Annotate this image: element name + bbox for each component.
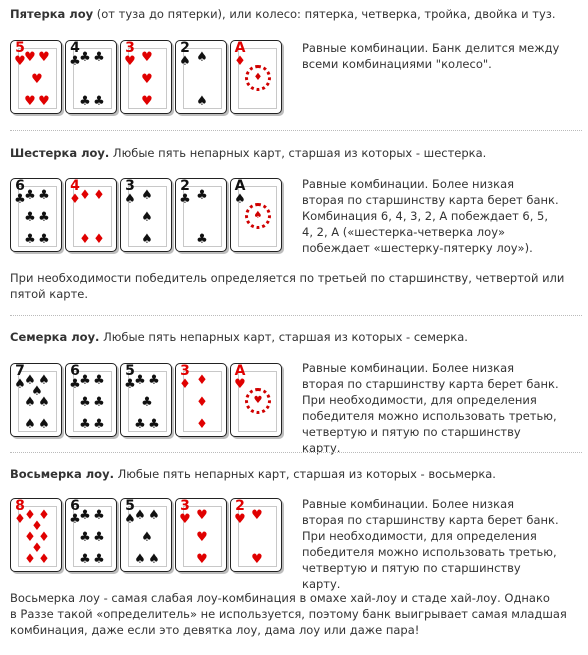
card-suit-icon: ♥ bbox=[234, 377, 246, 392]
playing-card bbox=[120, 363, 172, 437]
description-line: Комбинация 6, 4, 3, 2, А побеждает 6, 5, bbox=[302, 209, 549, 223]
card-pip-icon: ♥ bbox=[251, 551, 263, 567]
section-divider bbox=[10, 130, 582, 131]
card-pip-icon: ♥ bbox=[141, 93, 153, 109]
note-line: комбинация, даже если это девятка лоу, дама лоу или даже пара! bbox=[10, 623, 420, 637]
playing-card bbox=[10, 40, 62, 114]
card-pip-icon: ♣ bbox=[196, 231, 208, 247]
playing-card bbox=[120, 40, 172, 114]
playing-card bbox=[175, 178, 227, 252]
card-rank: 8 bbox=[15, 498, 25, 514]
card-pip-icon: ♣ bbox=[93, 551, 105, 567]
card-suit-icon: ♠ bbox=[14, 377, 26, 392]
card-rank: A bbox=[234, 178, 246, 194]
card-pip-icon: ♣ bbox=[93, 50, 105, 66]
card-pip-icon: ♦ bbox=[31, 540, 43, 556]
card-pip-icon: ♣ bbox=[93, 416, 105, 432]
card-pip-icon: ♥ bbox=[141, 50, 153, 66]
ace-suit-icon: ♦ bbox=[253, 72, 263, 83]
card-suit-icon: ♦ bbox=[234, 54, 246, 69]
card-rank: 2 bbox=[180, 40, 190, 56]
card-pip-icon: ♥ bbox=[24, 50, 36, 66]
card-suit-icon: ♣ bbox=[179, 192, 191, 207]
card-pip-icon: ♣ bbox=[93, 93, 105, 109]
card-pip-icon: ♦ bbox=[24, 530, 36, 545]
section-subtitle: (от туза до пятерки), или колесо: пятерка, четверка, тройка, двойка и туз. bbox=[93, 7, 556, 21]
section-divider bbox=[10, 452, 582, 453]
card-rank: 6 bbox=[70, 363, 80, 379]
card-suit-icon: ♠ bbox=[124, 512, 136, 527]
card-pip-icon: ♣ bbox=[79, 50, 91, 66]
card-suit-icon: ♣ bbox=[14, 192, 26, 207]
card-pip-icon: ♣ bbox=[148, 416, 160, 432]
section-header bbox=[10, 145, 486, 161]
playing-card bbox=[10, 498, 62, 572]
card-rank: 5 bbox=[125, 363, 135, 379]
card-pip-icon: ♣ bbox=[79, 93, 91, 109]
playing-card bbox=[10, 178, 62, 252]
playing-card bbox=[65, 363, 117, 437]
description-line: Равные комбинации. Более низкая bbox=[302, 177, 515, 191]
playing-card bbox=[65, 498, 117, 572]
card-pip-icon: ♣ bbox=[38, 188, 50, 204]
card-pip-icon: ♦ bbox=[93, 231, 105, 247]
card-rank: 3 bbox=[180, 498, 190, 514]
playing-card bbox=[230, 178, 282, 252]
card-rank: 3 bbox=[180, 363, 190, 379]
card-pip-icon: ♦ bbox=[24, 551, 36, 567]
card-rank: 5 bbox=[125, 498, 135, 514]
card-pip-icon: ♥ bbox=[24, 93, 36, 109]
card-pip-icon: ♣ bbox=[93, 373, 105, 389]
note-line: в Раззе такой «определитель» не используется, поэтому банк выигрывает самая младшая bbox=[10, 607, 567, 621]
card-corner bbox=[179, 365, 191, 391]
playing-card bbox=[175, 498, 227, 572]
card-pip-icon: ♥ bbox=[196, 508, 208, 524]
card-rank: 7 bbox=[15, 363, 25, 379]
card-pip-icon: ♣ bbox=[93, 508, 105, 524]
section-description bbox=[302, 40, 562, 72]
card-pip-icon: ♣ bbox=[79, 416, 91, 432]
card-pip-icon: ♣ bbox=[24, 231, 36, 247]
card-pip-icon: ♦ bbox=[196, 416, 208, 432]
description-line: всеми комбинациями "колесо". bbox=[302, 57, 492, 71]
card-rank: 3 bbox=[125, 178, 135, 194]
section-note bbox=[10, 270, 570, 302]
card-pip-icon: ♠ bbox=[134, 551, 146, 567]
playing-card bbox=[120, 178, 172, 252]
card-pip-icon: ♣ bbox=[24, 188, 36, 204]
card-rank: A bbox=[234, 40, 246, 56]
card-pip-icon: ♣ bbox=[79, 551, 91, 567]
card-corner bbox=[179, 180, 191, 206]
card-suit-icon: ♦ bbox=[179, 377, 191, 392]
ace-emblem-icon bbox=[245, 388, 271, 414]
card-pip-icon: ♣ bbox=[24, 210, 36, 225]
card-rank: 2 bbox=[235, 498, 245, 514]
section-description bbox=[302, 176, 562, 256]
card-corner bbox=[179, 500, 191, 526]
card-pip-icon: ♦ bbox=[79, 231, 91, 247]
playing-card bbox=[175, 40, 227, 114]
card-pip-icon: ♠ bbox=[38, 373, 50, 389]
card-pip-icon: ♠ bbox=[38, 395, 50, 410]
card-pip-icon: ♠ bbox=[148, 551, 160, 567]
description-line: вторая по старшинству карта берет банк. bbox=[302, 513, 559, 527]
card-pip-icon: ♥ bbox=[38, 93, 50, 109]
card-suit-icon: ♣ bbox=[69, 377, 81, 392]
card-suit-icon: ♥ bbox=[234, 512, 246, 527]
section-divider bbox=[10, 315, 582, 316]
card-suit-icon: ♠ bbox=[179, 54, 191, 69]
ace-emblem-icon bbox=[245, 203, 271, 229]
playing-card bbox=[230, 498, 282, 572]
ace-suit-icon: ♠ bbox=[253, 210, 263, 221]
card-corner bbox=[179, 42, 191, 68]
playing-card bbox=[230, 363, 282, 437]
card-pip-icon: ♠ bbox=[141, 188, 153, 204]
description-line: Равные комбинации. Более низкая bbox=[302, 497, 515, 511]
card-suit-icon: ♠ bbox=[234, 192, 246, 207]
card-pip-icon: ♦ bbox=[24, 508, 36, 524]
card-pip-icon: ♦ bbox=[38, 530, 50, 545]
card-pip-icon: ♣ bbox=[79, 508, 91, 524]
card-corner bbox=[124, 180, 136, 206]
card-pip-icon: ♣ bbox=[196, 188, 208, 204]
card-pip-icon: ♦ bbox=[93, 188, 105, 204]
playing-card bbox=[175, 363, 227, 437]
card-pip-icon: ♠ bbox=[24, 373, 36, 389]
note-line: При необходимости победитель определяется по третьей по старшинству, четвертой или bbox=[10, 271, 565, 285]
playing-card bbox=[10, 363, 62, 437]
card-pip-icon: ♠ bbox=[24, 395, 36, 410]
playing-card bbox=[65, 40, 117, 114]
description-line: четвертую и пятую по старшинству карту. bbox=[302, 425, 521, 455]
card-suit-icon: ♥ bbox=[124, 54, 136, 69]
ace-suit-icon: ♥ bbox=[253, 395, 263, 406]
playing-card bbox=[230, 40, 282, 114]
card-pip-icon: ♠ bbox=[141, 530, 153, 545]
description-line: четвертую и пятую по старшинству карту. bbox=[302, 561, 521, 591]
card-pip-icon: ♠ bbox=[196, 93, 208, 109]
card-pip-icon: ♦ bbox=[79, 188, 91, 204]
section-subtitle: Любые пять непарных карт, старшая из которых - восьмерка. bbox=[113, 467, 496, 481]
card-pip-icon: ♠ bbox=[141, 231, 153, 247]
card-pip-icon: ♦ bbox=[38, 508, 50, 524]
card-pip-icon: ♣ bbox=[79, 373, 91, 389]
card-pip-icon: ♠ bbox=[24, 416, 36, 432]
card-pip-icon: ♣ bbox=[38, 231, 50, 247]
card-pip-icon: ♣ bbox=[38, 210, 50, 225]
section-title: Шестерка лоу. bbox=[10, 146, 110, 160]
section-title: Семерка лоу. bbox=[10, 330, 100, 344]
description-line: победителя можно использовать третью, bbox=[302, 545, 557, 559]
card-pip-icon: ♦ bbox=[196, 395, 208, 410]
section-header bbox=[10, 329, 468, 345]
card-corner bbox=[234, 500, 246, 526]
card-suit-icon: ♥ bbox=[179, 512, 191, 527]
card-pip-icon: ♣ bbox=[134, 416, 146, 432]
card-rank: 5 bbox=[15, 40, 25, 56]
card-pip-icon: ♣ bbox=[148, 373, 160, 389]
section-title: Пятерка лоу bbox=[10, 7, 94, 21]
description-line: Равные комбинации. Банк делится между bbox=[302, 41, 560, 55]
card-pip-icon: ♥ bbox=[196, 530, 208, 545]
section-title: Восьмерка лоу. bbox=[10, 467, 114, 481]
card-pip-icon: ♣ bbox=[79, 530, 91, 545]
card-suit-icon: ♣ bbox=[69, 512, 81, 527]
card-rank: 3 bbox=[125, 40, 135, 56]
section-note bbox=[10, 590, 570, 638]
card-pip-icon: ♦ bbox=[38, 551, 50, 567]
card-pip-icon: ♣ bbox=[134, 373, 146, 389]
card-corner bbox=[234, 365, 246, 391]
note-line: Восьмерка лоу - самая слабая лоу-комбинация в омахе хай-лоу и стаде хай-лоу. Однако bbox=[10, 591, 550, 605]
card-rank: 4 bbox=[70, 40, 80, 56]
playing-card bbox=[120, 498, 172, 572]
playing-card bbox=[65, 178, 117, 252]
card-suit-icon: ♠ bbox=[124, 192, 136, 207]
card-pip-icon: ♥ bbox=[38, 50, 50, 66]
card-corner bbox=[124, 42, 136, 68]
description-line: Равные комбинации. Более низкая bbox=[302, 361, 515, 375]
section-subtitle: Любые пять непарных карт, старшая из которых - шестерка. bbox=[109, 146, 487, 160]
card-pip-icon: ♣ bbox=[141, 395, 153, 410]
card-pip-icon: ♣ bbox=[93, 395, 105, 410]
card-corner bbox=[234, 42, 246, 68]
description-line: вторая по старшинству карта берет банк. bbox=[302, 193, 559, 207]
card-suit-icon: ♦ bbox=[69, 192, 81, 207]
card-suit-icon: ♦ bbox=[14, 512, 26, 527]
card-pip-icon: ♠ bbox=[38, 416, 50, 432]
card-rank: 6 bbox=[15, 178, 25, 194]
card-pip-icon: ♥ bbox=[141, 72, 153, 87]
card-pip-icon: ♣ bbox=[79, 395, 91, 410]
card-pip-icon: ♥ bbox=[196, 551, 208, 567]
description-line: победителя можно использовать третью, bbox=[302, 409, 557, 423]
description-line: побеждает «шестерку-пятерку лоу»). bbox=[302, 241, 533, 255]
note-line: пятой карте. bbox=[10, 287, 89, 301]
card-pip-icon: ♣ bbox=[93, 530, 105, 545]
description-line: вторая по старшинству карта берет банк. bbox=[302, 377, 559, 391]
card-pip-icon: ♠ bbox=[148, 508, 160, 524]
card-pip-icon: ♦ bbox=[196, 373, 208, 389]
card-rank: 4 bbox=[70, 178, 80, 194]
ace-emblem-icon bbox=[245, 65, 271, 91]
card-pip-icon: ♥ bbox=[251, 508, 263, 524]
card-suit-icon: ♣ bbox=[124, 377, 136, 392]
card-pip-icon: ♠ bbox=[196, 50, 208, 66]
description-line: При необходимости, для определения bbox=[302, 393, 537, 407]
card-suit-icon: ♥ bbox=[14, 54, 26, 69]
card-pip-icon: ♠ bbox=[134, 508, 146, 524]
section-description bbox=[302, 496, 562, 592]
description-line: 4, 2, А («шестерка-четверка лоу» bbox=[302, 225, 506, 239]
card-pip-icon: ♦ bbox=[31, 519, 43, 535]
description-line: При необходимости, для определения bbox=[302, 529, 537, 543]
section-header bbox=[10, 6, 556, 22]
card-pip-icon: ♠ bbox=[31, 384, 43, 400]
card-suit-icon: ♣ bbox=[69, 54, 81, 69]
card-rank: A bbox=[234, 363, 246, 379]
section-description bbox=[302, 360, 562, 456]
card-rank: 6 bbox=[70, 498, 80, 514]
section-header bbox=[10, 466, 496, 482]
card-corner bbox=[234, 180, 246, 206]
card-pip-icon: ♠ bbox=[141, 210, 153, 225]
card-rank: 2 bbox=[180, 178, 190, 194]
card-pip-icon: ♥ bbox=[31, 72, 43, 87]
section-subtitle: Любые пять непарных карт, старшая из которых - семерка. bbox=[99, 330, 468, 344]
